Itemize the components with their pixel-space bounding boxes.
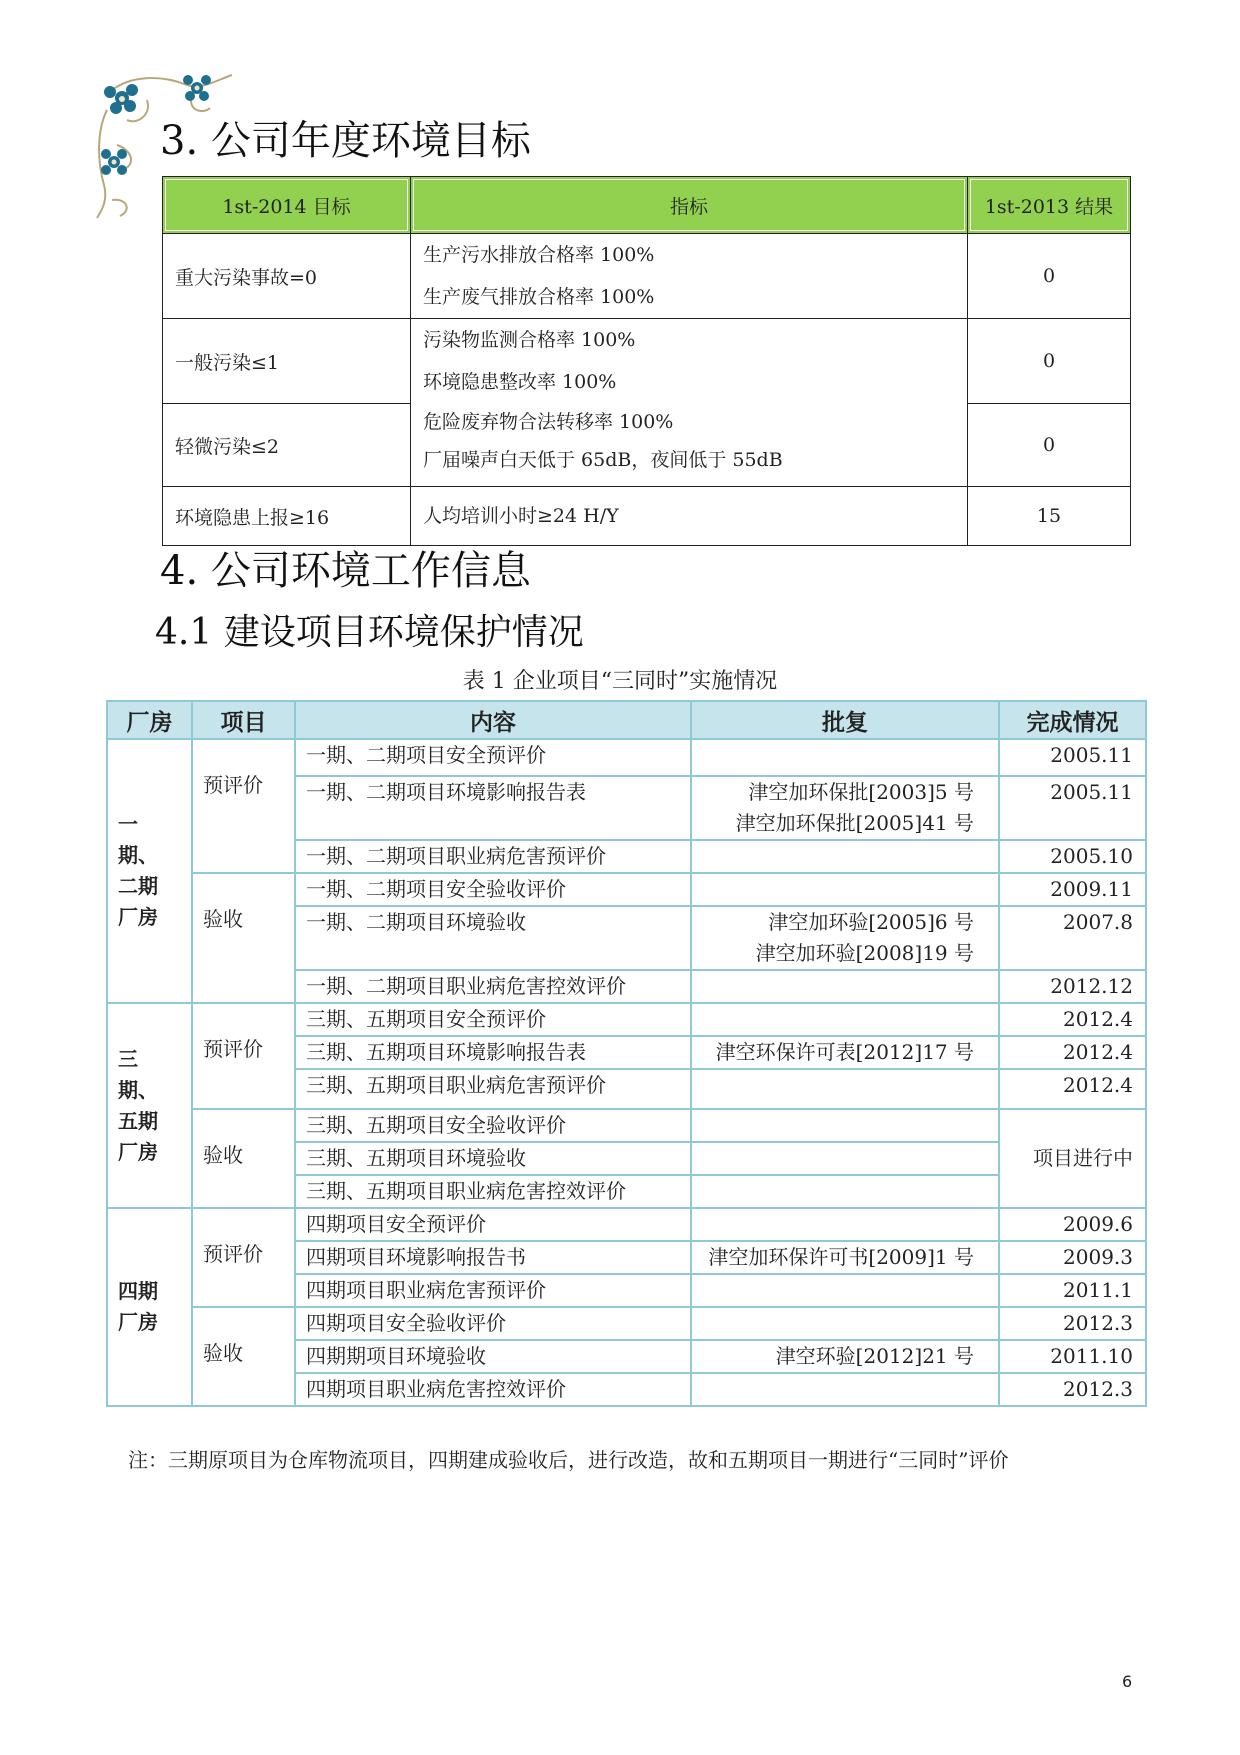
- phase-cell: [192, 1208, 295, 1307]
- goal-target: 轻微污染≤2: [163, 404, 411, 487]
- approval-cell: [691, 1307, 999, 1340]
- approval-cell: [691, 739, 999, 776]
- table-1-caption: 表 1 企业项目“三同时”实施情况: [462, 669, 778, 694]
- goal-result: 0: [968, 404, 1131, 487]
- phase-cell: [192, 1307, 295, 1406]
- goal-indicator: 生产废气排放合格率 100%: [423, 286, 655, 308]
- content-cell: 一期、二期项目环境验收: [295, 906, 691, 970]
- phase-label: 验收: [203, 1143, 243, 1167]
- table-row: [107, 739, 1146, 776]
- factory-cell: [107, 739, 192, 1003]
- content-cell: 一期、二期项目职业病危害控效评价: [295, 970, 691, 1003]
- approval-number: 津空环保许可表[2012]17 号: [715, 1040, 974, 1064]
- goal-result: 0: [968, 234, 1131, 319]
- factory-label: 四期厂房: [118, 1279, 158, 1334]
- completion-cell: 2007.8: [999, 906, 1146, 970]
- goal-indicator: 危险废弃物合法转移率 100%: [423, 411, 674, 433]
- phase-cell: [192, 1003, 295, 1109]
- factory-label: 三期、五期厂房: [118, 1046, 158, 1164]
- header-completion: 完成情况: [999, 701, 1146, 739]
- approval-cell: [691, 970, 999, 1003]
- phase-label: 预评价: [203, 1037, 263, 1061]
- content-cell: 一期、二期项目安全预评价: [295, 739, 691, 776]
- content-cell: 三期、五期项目环境验收: [295, 1142, 691, 1175]
- goal-indicator: 环境隐患整改率 100%: [423, 371, 617, 393]
- content-cell: 三期、五期项目安全预评价: [295, 1003, 691, 1036]
- header-item: 项目: [192, 701, 295, 739]
- phase-label: 验收: [203, 907, 243, 931]
- header-factory: 厂房: [107, 701, 192, 739]
- content-cell: 一期、二期项目安全验收评价: [295, 873, 691, 906]
- table-note: 注：三期原项目为仓库物流项目，四期建成验收后，进行改造，故和五期项目一期进行“三同时”评价: [128, 1448, 1009, 1472]
- content-cell: 三期、五期项目职业病危害控效评价: [295, 1175, 691, 1208]
- table-row: [107, 1109, 1146, 1142]
- approval-number: 津空加环保批[2003]5 号: [748, 780, 974, 804]
- content-cell: 三期、五期项目职业病危害预评价: [295, 1069, 691, 1109]
- approval-cell: [691, 1036, 999, 1069]
- phase-label: 预评价: [203, 773, 263, 797]
- goal-indicator: 污染物监测合格率 100%: [423, 329, 636, 351]
- three-simultaneous-table: [106, 700, 1147, 1407]
- factory-label: 一期、二期厂房: [118, 812, 158, 929]
- phase-cell: [192, 1109, 295, 1208]
- approval-cell: [691, 840, 999, 873]
- approval-number: 津空环验[2012]21 号: [775, 1344, 974, 1368]
- completion-cell: 2009.6: [999, 1208, 1146, 1241]
- completion-cell: 2011.1: [999, 1274, 1146, 1307]
- completion-cell: 2005.11: [999, 739, 1146, 776]
- completion-cell: 2012.3: [999, 1373, 1146, 1406]
- goal-indicators: [411, 487, 968, 546]
- approval-cell: [691, 1274, 999, 1307]
- approval-cell: [691, 1175, 999, 1208]
- goal-indicator: 生产污水排放合格率 100%: [423, 244, 655, 266]
- content-cell: 四期期项目环境验收: [295, 1340, 691, 1373]
- table-row: [107, 873, 1146, 906]
- completion-cell: 2005.11: [999, 776, 1146, 840]
- table-row: [107, 1307, 1146, 1340]
- phase-label: 预评价: [203, 1242, 263, 1266]
- proj-header-row: [107, 701, 1146, 739]
- environmental-goals-table: [162, 176, 1131, 546]
- section-4-title: 4. 公司环境工作信息: [160, 548, 531, 594]
- goal-result: 0: [968, 319, 1131, 404]
- completion-cell: 2012.4: [999, 1036, 1146, 1069]
- approval-number: 津空加环保许可书[2009]1 号: [708, 1245, 974, 1269]
- goals-header-target: 1st-2014 目标: [163, 177, 411, 234]
- table-row: [107, 1208, 1146, 1241]
- goal-target: 环境隐患上报≥16: [163, 487, 411, 546]
- content-cell: 三期、五期项目环境影响报告表: [295, 1036, 691, 1069]
- approval-cell: [691, 1109, 999, 1142]
- goal-result: 15: [968, 487, 1131, 546]
- section-3-title: 3. 公司年度环境目标: [160, 118, 531, 164]
- approval-cell: [691, 1340, 999, 1373]
- goal-indicator: 厂届噪声白天低于 65dB，夜间低于 55dB: [423, 449, 783, 471]
- completion-cell: 2012.3: [999, 1307, 1146, 1340]
- factory-cell: [107, 1208, 192, 1406]
- goal-target: 重大污染事故=0: [163, 234, 411, 319]
- content-cell: 四期项目职业病危害预评价: [295, 1274, 691, 1307]
- page-number: 6: [1122, 1672, 1133, 1691]
- approval-cell: [691, 1373, 999, 1406]
- completion-cell: 2011.10: [999, 1340, 1146, 1373]
- approval-number: 津空加环验[2005]6 号: [768, 910, 974, 934]
- approval-cell: [691, 1069, 999, 1109]
- content-cell: 四期项目安全预评价: [295, 1208, 691, 1241]
- completion-cell: 2012.4: [999, 1069, 1146, 1109]
- completion-cell: 2012.12: [999, 970, 1146, 1003]
- content-cell: 一期、二期项目环境影响报告表: [295, 776, 691, 840]
- phase-cell: [192, 739, 295, 873]
- approval-cell: [691, 906, 999, 970]
- goal-indicators: [411, 319, 968, 487]
- completion-cell: 2005.10: [999, 840, 1146, 873]
- completion-cell: 2009.3: [999, 1241, 1146, 1274]
- content-cell: 四期项目安全验收评价: [295, 1307, 691, 1340]
- goals-header-result: 1st-2013 结果: [968, 177, 1131, 234]
- section-4-1-title: 4.1 建设项目环境保护情况: [155, 612, 584, 653]
- approval-cell: [691, 873, 999, 906]
- approval-cell: [691, 1208, 999, 1241]
- goals-header-indicator: 指标: [411, 177, 968, 234]
- content-cell: 四期项目职业病危害控效评价: [295, 1373, 691, 1406]
- approval-cell: [691, 776, 999, 840]
- goals-row: [163, 234, 1131, 319]
- content-cell: 四期项目环境影响报告书: [295, 1241, 691, 1274]
- header-content: 内容: [295, 701, 691, 739]
- header-approval: 批复: [691, 701, 999, 739]
- completion-cell: 项目进行中: [999, 1109, 1146, 1208]
- goal-indicators: [411, 234, 968, 319]
- table-row: [107, 1003, 1146, 1036]
- goals-header-row: [163, 177, 1131, 234]
- approval-number: 津空加环保批[2005]41 号: [735, 811, 974, 835]
- goals-row: [163, 487, 1131, 546]
- phase-label: 验收: [203, 1341, 243, 1365]
- goals-row: [163, 319, 1131, 404]
- approval-cell: [691, 1003, 999, 1036]
- completion-cell: 2012.4: [999, 1003, 1146, 1036]
- approval-number: 津空加环验[2008]19 号: [755, 941, 974, 965]
- approval-cell: [691, 1241, 999, 1274]
- content-cell: 一期、二期项目职业病危害预评价: [295, 840, 691, 873]
- goal-target: 一般污染≤1: [163, 319, 411, 404]
- completion-cell: 2009.11: [999, 873, 1146, 906]
- goal-indicator: 人均培训小时≥24 H/Y: [423, 505, 619, 527]
- approval-cell: [691, 1142, 999, 1175]
- content-cell: 三期、五期项目安全验收评价: [295, 1109, 691, 1142]
- factory-cell: [107, 1003, 192, 1208]
- phase-cell: [192, 873, 295, 1003]
